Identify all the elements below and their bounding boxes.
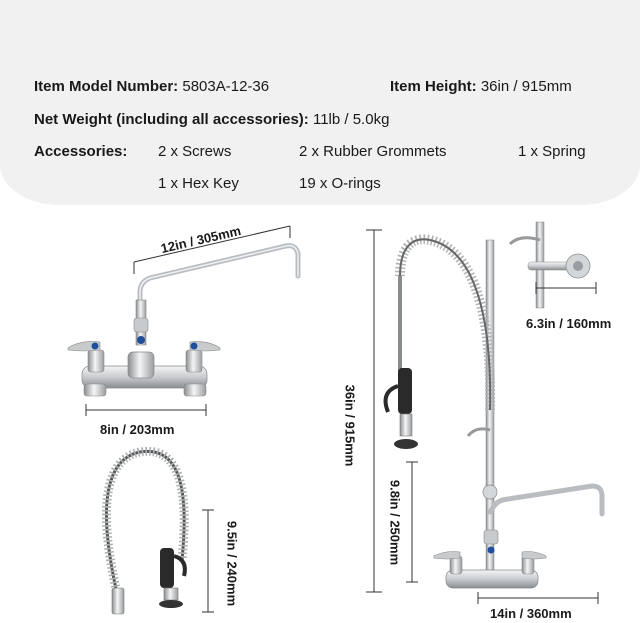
accessory-item: 2 x Screws: [158, 143, 232, 160]
accessory-item: 2 x Rubber Grommets: [299, 143, 447, 160]
faucet-width-label: 8in / 203mm: [100, 422, 175, 437]
accessory-item: 19 x O-rings: [299, 175, 381, 192]
hose-height-label: 9.5in / 240mm: [224, 520, 240, 607]
model-number-value: 5803A-12-36: [182, 78, 270, 95]
lower-height-label: 9.8in / 250mm: [387, 479, 403, 566]
spout-length-label: 12in / 305mm: [159, 223, 243, 256]
bracket-length-label: 6.3in / 160mm: [526, 316, 612, 331]
accessory-item: 1 x Hex Key: [158, 175, 239, 192]
wall-bracket-detail: [510, 222, 596, 308]
accessories-label: Accessories:: [34, 143, 128, 160]
lower-spout-label: 14in / 360mm: [490, 606, 572, 621]
accessory-item: 1 x Spring: [518, 143, 586, 160]
item-height-label: Item Height:: [390, 78, 477, 95]
net-weight-label: Net Weight (including all accessories):: [34, 111, 309, 128]
net-weight-value: 11lb / 5.0kg: [312, 111, 390, 128]
wall-faucet-12in: [68, 226, 298, 416]
total-height-label: 36in / 915mm: [342, 384, 358, 467]
item-height-value: 36in / 915mm: [480, 78, 572, 95]
spray-hose-assembly: [106, 451, 214, 614]
model-number-label: Item Model Number:: [34, 78, 179, 95]
